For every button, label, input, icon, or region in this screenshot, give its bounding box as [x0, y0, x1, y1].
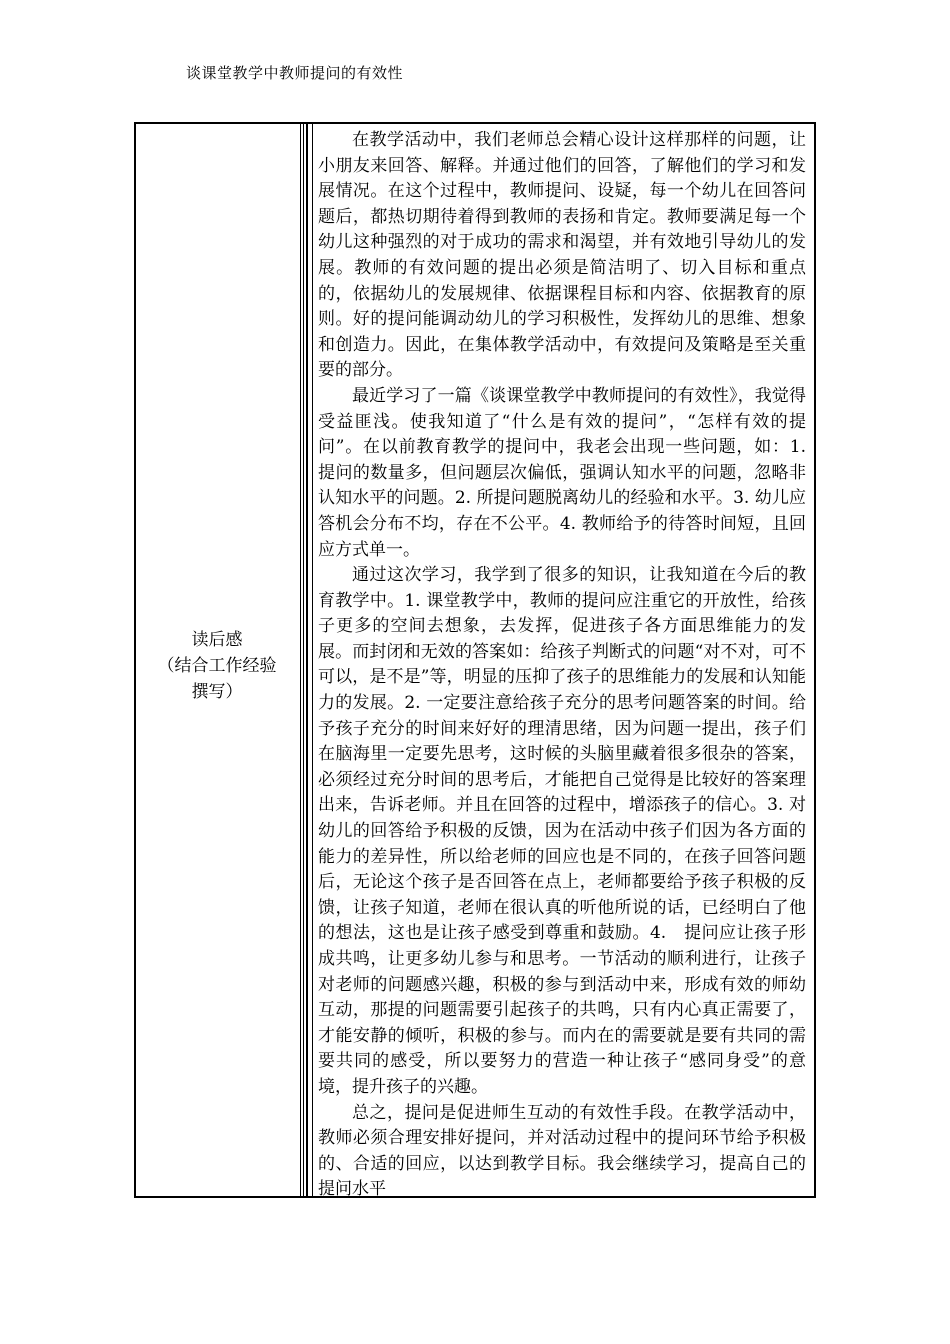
label-title: 读后感 [191, 630, 243, 650]
cell-divider [300, 124, 301, 1196]
label-subtitle-line1: （结合工作经验 [157, 656, 277, 676]
paragraph-conclusion: 总之，提问是促进师生互动的有效性手段。在教学活动中，教师必须合理安排好提问，并对活动过程中的提问环节给予积极的、合适的回应，以达到教学目标。我会继续学习，提高自己的提问水平 [318, 1102, 806, 1200]
paragraph-intro: 在教学活动中，我们老师总会精心设计这样那样的问题，让小朋友来回答、解释。并通过他们的回答，了解他们的学习和发展情况。在这个过程中，教师提问、设疑，每一个幼儿在回答问题后，都热切期待着得到教师的表扬和肯定。教师要满足每一个幼儿这种强烈的对于成功的需求和渴望，并有效地引导幼儿的发展。教师的有效问题的提出必须是简洁明了、切入目标和重点的，依据幼儿的发展规律、依据课程目标和内容、依据教育的原则。好的提问能调动幼儿的学习积极性，发挥幼儿的思维、想象和创造力。因此，在集体教学活动中，有效提问及策略是至关重要的部分。 [318, 130, 806, 381]
label-subtitle-line2: 撰写） [191, 682, 243, 702]
content-cell [306, 124, 814, 1200]
label-block [136, 627, 298, 705]
content-body [318, 128, 806, 1203]
label-cell [136, 124, 304, 1196]
reflection-table [134, 122, 816, 1198]
paragraph-learnings: 通过这次学习，我学到了很多的知识，让我知道在今后的教育教学中。1. 课堂教学中，教师的提问应注重它的开放性，给孩子更多的空间去想象，去发挥，促进孩子各方面思维能力的发展。而封闭和无效的答案如：给孩子判断式的问题“对不对，可不可以，是不是”等，明显的压抑了孩子的思维能力的发展和认知能力的发展。2. 一定要注意给孩子充分的思考问题答案的时间。给予孩子充分的时间来好好的理清思绪，因为问题一提出，孩子们在脑海里一定要先思考，这时候的头脑里藏着很多很杂的答案，必须经过充分时间的思考后，才能把自己觉得是比较好的答案理出来，告诉老师。并且在回答的过程中，增添孩子的信心。3. 对幼儿的回答给予积极的反馈，因为在活动中孩子们因为各方面的能力的差异性，所以给老师的回应也是不同的，在孩子回答问题后，无论这个孩子是否回答在点上，老师都要给予孩子积极的反馈，让孩子知道，老师在很认真的听他所说的话，已经明白了他的想法，这也是让孩子感受到尊重和鼓励。4. 提问应让孩子形成共鸣，让更多幼儿参与和思考。一节活动的顺利进行，让孩子对老师的问题感兴趣，积极的参与到活动中来，形成有效的师幼互动，那提的问题需要引起孩子的共鸣，只有内心真正需要了，才能安静的倾听，积极的参与。而内在的需要就是要有共同的需要共同的感受，所以要努力的营造一种让孩子“感同身受”的意境，提升孩子的兴趣。 [318, 565, 806, 1097]
cell-divider [312, 124, 313, 1196]
paragraph-problems: 最近学习了一篇《谈课堂教学中教师提问的有效性》，我觉得受益匪浅。使我知道了“什么是有效的提问”，“怎样有效的提问”。在以前教育教学的提问中，我老会出现一些问题，如：1. 提问的数量多，但问题层次偏低，强调认知水平的问题，忽略非认知水平的问题。2. 所提问题脱离幼儿的经验和水平。3. 幼儿应答机会分布不均，存在不公平。4. 教师给予的待答时间短，且回应方式单一。 [318, 385, 806, 560]
page-header-title: 谈课堂教学中教师提问的有效性 [186, 64, 404, 82]
